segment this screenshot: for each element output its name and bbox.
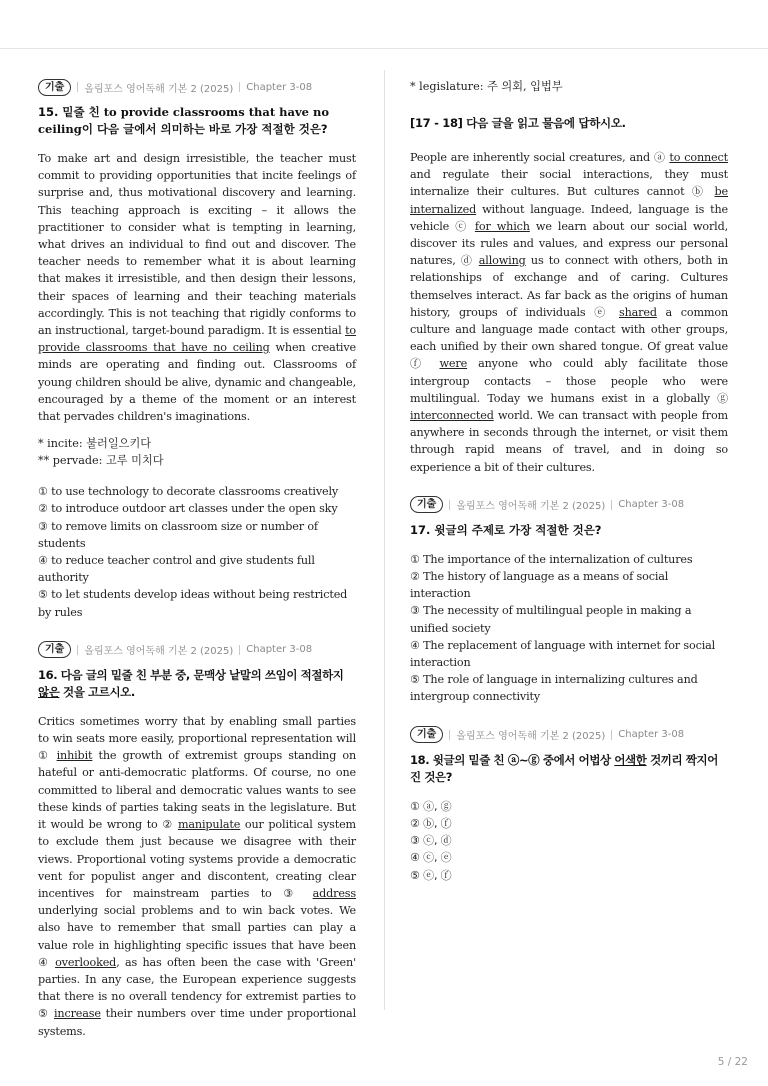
q15-choice[interactable] bbox=[38, 552, 356, 586]
q15-note: ** pervade: 고루 미치다 bbox=[38, 454, 164, 468]
q16-title-pre: 16. 다음 글의 밑줄 친 부분 중, 문맥상 낱말의 쓰임이 적절하지 bbox=[38, 667, 344, 682]
passage-text: and regulate their social interactions, they must internalize their cultures. But cultures cannot bbox=[410, 168, 728, 199]
q16-mark: ① bbox=[38, 749, 51, 763]
q16-passage bbox=[38, 713, 356, 1040]
choice-mark: ② bbox=[410, 570, 420, 584]
passage-underline: shared bbox=[619, 305, 657, 319]
passage-text: a common culture and language made contact with other groups, each unified by their own shared tongue. Of great value bbox=[410, 305, 729, 354]
tag-separator bbox=[611, 500, 612, 510]
q17-chapter: Chapter 3-08 bbox=[618, 499, 685, 511]
q17-choice[interactable] bbox=[410, 568, 728, 602]
passage-mark: ⓓ bbox=[460, 254, 474, 268]
q18-title bbox=[410, 752, 728, 786]
choice-text: ⓔ, ⓕ bbox=[423, 868, 452, 882]
q18-badge: 기출 bbox=[410, 726, 443, 743]
choice-text: The importance of the internalization of cultures bbox=[423, 552, 693, 566]
q15-title bbox=[38, 104, 356, 138]
set-17-18-heading: [17 - 18] 다음 글을 읽고 물음에 답하시오. bbox=[410, 116, 626, 130]
choice-text: to let students develop ideas without being restricted by rules bbox=[38, 588, 348, 619]
q18-chapter: Chapter 3-08 bbox=[618, 729, 685, 741]
q16-title-underline: 않은 bbox=[38, 684, 60, 699]
q16-badge: 기출 bbox=[38, 641, 71, 658]
choice-mark: ⑤ bbox=[410, 868, 420, 882]
q15-note: * incite: 불러일으키다 bbox=[38, 437, 152, 451]
q16-passage-text: Critics sometimes worry that by enabling small parties to win seats more easily, proportional representation will bbox=[38, 714, 356, 746]
q16-title-post: 것을 고르시오. bbox=[59, 684, 135, 699]
q15-chapter: Chapter 3-08 bbox=[246, 81, 313, 93]
q16-underline: inhibit bbox=[56, 749, 93, 763]
passage-mark: ⓒ bbox=[455, 219, 469, 233]
q16-passage-text: their numbers over time under proportional systems. bbox=[38, 1007, 356, 1038]
passage-text: People are inherently social creatures, and bbox=[410, 151, 655, 164]
q16-passage-text: underlying social problems and to win back votes. We also have to remember that small parties can play a value role in highlighting specific issues that have been bbox=[38, 904, 356, 952]
q18-choices bbox=[410, 798, 728, 884]
q15-passage-text: To make art and design irresistible, the teacher must commit to providing opportunities that incite feelings of surprise and, thus motivational discovery and learning. This teaching approach is exciting – it allows the practitioner to consider what is tempting in learning, what drives an individual to find out and discover. The teacher needs to remember what it is about learning that makes it irresistible, and then design their lessons, their spaces of learning and their teaching materials accordingly. This is not teaching that rigidly conforms to an instructional, target-bound paradigm. It is essential bbox=[38, 152, 356, 338]
q15-title-pre: 15. 밑줄 친 bbox=[38, 105, 104, 119]
choice-mark: ④ bbox=[410, 638, 420, 652]
q17-title: 17. 윗글의 주제로 가장 적절한 것은? bbox=[410, 522, 602, 537]
choice-text: ⓒ, ⓓ bbox=[423, 834, 452, 848]
q18-choice[interactable] bbox=[410, 867, 728, 884]
q18-source: 올림포스 영어독해 기본 2 (2025) bbox=[456, 731, 606, 743]
q16-mark: ② bbox=[162, 818, 174, 832]
choice-mark: ⑤ bbox=[410, 673, 420, 687]
q15-badge: 기출 bbox=[38, 79, 71, 96]
q15-passage bbox=[38, 150, 356, 425]
choice-text: The history of language as a means of social interaction bbox=[410, 570, 669, 601]
passage-mark: ⓐ bbox=[654, 151, 666, 164]
q16-underline: manipulate bbox=[177, 818, 241, 832]
q15-passage-text-end: when creative minds are operating and finding out. Classrooms of young children should be alive, dynamic and changeable, encouraged by a theme of the moment or an interest that pervades children's imaginations. bbox=[38, 341, 356, 424]
passage-underline: to connect bbox=[669, 151, 728, 164]
q18-choice[interactable] bbox=[410, 815, 728, 832]
choice-mark: ③ bbox=[38, 519, 48, 533]
q15-choices bbox=[38, 483, 356, 621]
choice-mark: ④ bbox=[410, 851, 420, 865]
q15-tagline bbox=[38, 78, 356, 96]
choice-mark: ② bbox=[410, 816, 420, 830]
q17-choice[interactable] bbox=[410, 551, 728, 568]
q16-passage-text: , as has often been the case with 'Green' parties. In any case, the European experience suggests that there is no overall tendency for extremist parties to bbox=[38, 955, 356, 1004]
passage-underline: be internalized bbox=[410, 185, 729, 216]
page-number: 5 / 22 bbox=[717, 1056, 748, 1068]
right-column bbox=[410, 78, 728, 884]
passage-underline: for which bbox=[474, 219, 530, 233]
q18-choice[interactable] bbox=[410, 832, 728, 849]
tag-separator bbox=[77, 82, 78, 92]
q16-title bbox=[38, 667, 356, 701]
q15-choice[interactable] bbox=[38, 483, 356, 500]
passage-mark: ⓑ bbox=[691, 185, 707, 199]
q16-chapter: Chapter 3-08 bbox=[246, 644, 313, 656]
passage-text: anyone who could ably facilitate those intergroup contacts – those people who were multilingual. Today we humans exist in a globally bbox=[410, 357, 729, 405]
choice-text: to remove limits on classroom size or number of students bbox=[38, 519, 318, 550]
passage-mark: ⓔ bbox=[594, 305, 611, 319]
q16-mark: ⑤ bbox=[38, 1007, 50, 1021]
choice-mark: ① bbox=[410, 799, 420, 813]
q18-choice[interactable] bbox=[410, 849, 728, 866]
passage-underline: interconnected bbox=[410, 409, 494, 423]
passage-mark: ⓖ bbox=[717, 391, 728, 405]
q15-choice[interactable] bbox=[38, 518, 356, 552]
q15-title-target: to provide classrooms that have no ceiling bbox=[38, 105, 329, 136]
left-column bbox=[38, 78, 356, 1040]
q16-passage-text: our political system to exclude them just because we disagree with their views. Proportional voting systems provide a democratic vent for populist anger and discontent, creating clear incentives for mainstream parties to bbox=[38, 818, 356, 900]
q15-notes bbox=[38, 435, 356, 469]
q15-passage-underline: to provide classrooms that have no ceiling bbox=[38, 324, 356, 355]
q16-tagline bbox=[38, 641, 356, 659]
q17-badge: 기출 bbox=[410, 496, 443, 513]
choice-text: ⓒ, ⓔ bbox=[423, 851, 452, 865]
q17-tagline bbox=[410, 496, 728, 514]
choice-text: to reduce teacher control and give students full authority bbox=[38, 554, 315, 585]
set-17-18-passage bbox=[410, 149, 728, 476]
tag-separator bbox=[239, 645, 240, 655]
header-rule bbox=[0, 48, 768, 49]
q17-choice[interactable] bbox=[410, 602, 728, 636]
q16-underline: address bbox=[312, 886, 356, 900]
q16-mark: ③ bbox=[283, 886, 302, 900]
q18-title-pre: 18. 윗글의 밑줄 친 ⓐ~ⓖ 중에서 어법상 bbox=[410, 752, 615, 767]
q18-title-post: 것끼리 짝지어진 것은? bbox=[410, 752, 718, 784]
passage-text: without language. Indeed, language is the vehicle bbox=[410, 202, 728, 233]
q17-choices bbox=[410, 551, 728, 706]
q16-passage-text: the growth of extremist groups standing on hateful or anti-democratic platforms. Of course, no one committed to liberal and democratic values wants to see these kinds of parties taking seats in the legislature. But it would be wrong to bbox=[38, 749, 356, 832]
q15-title-post: 이 다음 글에서 의미하는 바로 가장 적절한 것은? bbox=[81, 122, 328, 136]
choice-text: ⓐ, ⓖ bbox=[423, 799, 452, 813]
q16-mark: ④ bbox=[38, 955, 50, 969]
choice-mark: ① bbox=[38, 485, 48, 499]
choice-text: The replacement of language with internet for social interaction bbox=[410, 638, 716, 670]
choice-text: The necessity of multilingual people in making a unified society bbox=[410, 604, 692, 635]
q17-source: 올림포스 영어독해 기본 2 (2025) bbox=[456, 501, 606, 513]
passage-underline: were bbox=[439, 357, 468, 371]
q17-choice[interactable] bbox=[410, 637, 728, 671]
passage-mark: ⓕ bbox=[410, 357, 429, 371]
q15-choice[interactable] bbox=[38, 500, 356, 517]
choice-mark: ④ bbox=[38, 554, 48, 568]
choice-mark: ③ bbox=[410, 834, 420, 848]
q18-title-underline: 어색한 bbox=[614, 752, 647, 767]
tag-separator bbox=[449, 730, 450, 740]
tag-separator bbox=[449, 500, 450, 510]
passage-text: us to connect with others, both in relationships of exchange and of caring. Cultures themselves interact. As far back as the origins of human history, groups of individuals bbox=[410, 254, 728, 319]
q18-tagline bbox=[410, 726, 728, 744]
tag-separator bbox=[77, 645, 78, 655]
q16-underline: increase bbox=[53, 1007, 101, 1021]
choice-mark: ③ bbox=[410, 604, 420, 618]
q16-source: 올림포스 영어독해 기본 2 (2025) bbox=[84, 646, 234, 658]
choice-mark: ② bbox=[38, 502, 48, 516]
q16-underline: overlooked bbox=[55, 955, 117, 969]
tag-separator bbox=[239, 82, 240, 92]
choice-text: ⓑ, ⓕ bbox=[423, 816, 452, 830]
q15-source: 올림포스 영어독해 기본 2 (2025) bbox=[84, 83, 234, 95]
choice-text: The role of language in internalizing cultures and intergroup connectivity bbox=[410, 673, 698, 704]
passage-text: world. We can transact with people from anywhere in seconds through the internet, or visit them through rapid means of travel, and in doing so experience a bit of their cultures. bbox=[410, 409, 728, 474]
passage-text: we learn about our social world, discover its rules and values, and express our personal natures, bbox=[410, 219, 729, 268]
passage-underline: allowing bbox=[478, 254, 526, 268]
choice-mark: ⑤ bbox=[38, 588, 48, 602]
q16-note: * legislature: 주 의회, 입법부 bbox=[410, 80, 563, 93]
choice-mark: ① bbox=[410, 552, 420, 566]
choice-text: to use technology to decorate classrooms creatively bbox=[51, 485, 339, 499]
choice-text: to introduce outdoor art classes under the open sky bbox=[51, 502, 338, 516]
q15-choice[interactable] bbox=[38, 586, 356, 620]
column-divider bbox=[384, 70, 385, 1010]
q18-choice[interactable] bbox=[410, 798, 728, 815]
tag-separator bbox=[611, 730, 612, 740]
q17-choice[interactable] bbox=[410, 671, 728, 705]
